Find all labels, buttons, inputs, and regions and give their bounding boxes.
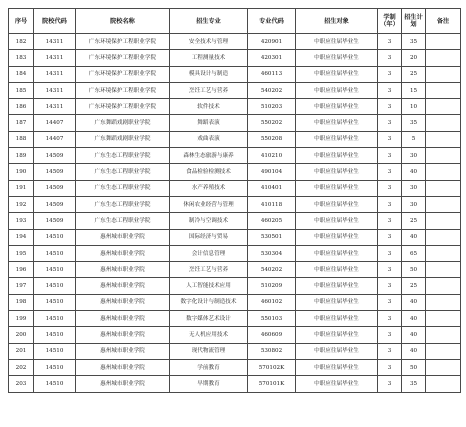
major-cell: 工程测量技术 bbox=[170, 50, 248, 66]
duration-cell: 3 bbox=[378, 82, 402, 98]
column-header-duration: 学制（年） bbox=[378, 9, 402, 34]
major-cell: 安全技术与管理 bbox=[170, 34, 248, 50]
duration-cell: 3 bbox=[378, 327, 402, 343]
target-cell: 中职应往届毕业生 bbox=[296, 294, 378, 310]
seq-cell: 184 bbox=[9, 66, 34, 82]
major-code-cell: 530802 bbox=[248, 343, 296, 359]
plan-cell: 10 bbox=[402, 99, 426, 115]
school-name-cell: 广东环境保护工程职业学院 bbox=[76, 34, 170, 50]
seq-cell: 189 bbox=[9, 148, 34, 164]
column-header-plan: 招生计划 bbox=[402, 9, 426, 34]
school-name-cell: 惠州城市职业学院 bbox=[76, 229, 170, 245]
table-row bbox=[9, 34, 461, 50]
school-code-cell: 14311 bbox=[34, 66, 76, 82]
plan-cell: 50 bbox=[402, 262, 426, 278]
target-cell: 中职应往届毕业生 bbox=[296, 164, 378, 180]
school-code-cell: 14509 bbox=[34, 180, 76, 196]
duration-cell: 3 bbox=[378, 278, 402, 294]
major-cell: 数字媒体艺术设计 bbox=[170, 311, 248, 327]
major-cell: 戏曲表演 bbox=[170, 131, 248, 147]
major-cell: 数字化设计与制造技术 bbox=[170, 294, 248, 310]
plan-cell: 35 bbox=[402, 34, 426, 50]
duration-cell: 3 bbox=[378, 376, 402, 392]
seq-cell: 186 bbox=[9, 99, 34, 115]
school-code-cell: 14510 bbox=[34, 343, 76, 359]
school-code-cell: 14510 bbox=[34, 245, 76, 261]
school-name-cell: 广东环境保护工程职业学院 bbox=[76, 50, 170, 66]
school-name-cell: 惠州城市职业学院 bbox=[76, 262, 170, 278]
table-row bbox=[9, 115, 461, 131]
target-cell: 中职应往届毕业生 bbox=[296, 311, 378, 327]
school-code-cell: 14510 bbox=[34, 278, 76, 294]
school-name-cell: 惠州城市职业学院 bbox=[76, 343, 170, 359]
table-row bbox=[9, 99, 461, 115]
duration-cell: 3 bbox=[378, 213, 402, 229]
plan-cell: 40 bbox=[402, 294, 426, 310]
seq-cell: 201 bbox=[9, 343, 34, 359]
column-header-school-name: 院校名称 bbox=[76, 9, 170, 34]
duration-cell: 3 bbox=[378, 311, 402, 327]
remarks-cell bbox=[426, 180, 461, 196]
school-code-cell: 14311 bbox=[34, 34, 76, 50]
school-code-cell: 14510 bbox=[34, 327, 76, 343]
major-code-cell: 460102 bbox=[248, 294, 296, 310]
plan-cell: 50 bbox=[402, 359, 426, 375]
major-code-cell: 490104 bbox=[248, 164, 296, 180]
duration-cell: 3 bbox=[378, 66, 402, 82]
table-row bbox=[9, 131, 461, 147]
table-row bbox=[9, 213, 461, 229]
duration-cell: 3 bbox=[378, 229, 402, 245]
target-cell: 中职应往届毕业生 bbox=[296, 82, 378, 98]
major-code-cell: 420901 bbox=[248, 34, 296, 50]
table-header-row bbox=[9, 9, 461, 34]
plan-cell: 30 bbox=[402, 196, 426, 212]
enrollment-plan-page bbox=[8, 8, 460, 393]
remarks-cell bbox=[426, 359, 461, 375]
seq-cell: 200 bbox=[9, 327, 34, 343]
target-cell: 中职应往届毕业生 bbox=[296, 245, 378, 261]
major-code-cell: 410210 bbox=[248, 148, 296, 164]
remarks-cell bbox=[426, 164, 461, 180]
target-cell: 中职应往届毕业生 bbox=[296, 229, 378, 245]
school-name-cell: 惠州城市职业学院 bbox=[76, 278, 170, 294]
table-row bbox=[9, 359, 461, 375]
remarks-cell bbox=[426, 196, 461, 212]
seq-cell: 195 bbox=[9, 245, 34, 261]
plan-cell: 25 bbox=[402, 66, 426, 82]
seq-cell: 196 bbox=[9, 262, 34, 278]
remarks-cell bbox=[426, 294, 461, 310]
major-code-cell: 570101K bbox=[248, 376, 296, 392]
duration-cell: 3 bbox=[378, 294, 402, 310]
column-header-major-code: 专业代码 bbox=[248, 9, 296, 34]
table-row bbox=[9, 294, 461, 310]
school-code-cell: 14510 bbox=[34, 262, 76, 278]
duration-cell: 3 bbox=[378, 50, 402, 66]
major-cell: 烹饪工艺与营养 bbox=[170, 82, 248, 98]
target-cell: 中职应往届毕业生 bbox=[296, 359, 378, 375]
major-code-cell: 510209 bbox=[248, 278, 296, 294]
major-code-cell: 540202 bbox=[248, 82, 296, 98]
target-cell: 中职应往届毕业生 bbox=[296, 34, 378, 50]
remarks-cell bbox=[426, 376, 461, 392]
seq-cell: 202 bbox=[9, 359, 34, 375]
plan-cell: 40 bbox=[402, 343, 426, 359]
seq-cell: 183 bbox=[9, 50, 34, 66]
table-body bbox=[9, 34, 461, 393]
major-code-cell: 410401 bbox=[248, 180, 296, 196]
school-code-cell: 14509 bbox=[34, 164, 76, 180]
table-row bbox=[9, 50, 461, 66]
school-code-cell: 14509 bbox=[34, 196, 76, 212]
major-cell: 制冷与空调技术 bbox=[170, 213, 248, 229]
major-cell: 舞蹈表演 bbox=[170, 115, 248, 131]
table-row bbox=[9, 82, 461, 98]
table-row bbox=[9, 66, 461, 82]
remarks-cell bbox=[426, 311, 461, 327]
major-cell: 学前教育 bbox=[170, 359, 248, 375]
major-cell: 无人机应用技术 bbox=[170, 327, 248, 343]
enrollment-plan-table bbox=[8, 8, 461, 393]
school-code-cell: 14510 bbox=[34, 376, 76, 392]
major-code-cell: 540202 bbox=[248, 262, 296, 278]
seq-cell: 182 bbox=[9, 34, 34, 50]
duration-cell: 3 bbox=[378, 131, 402, 147]
major-cell: 早期教育 bbox=[170, 376, 248, 392]
duration-cell: 3 bbox=[378, 164, 402, 180]
target-cell: 中职应往届毕业生 bbox=[296, 376, 378, 392]
school-name-cell: 广东生态工程职业学院 bbox=[76, 180, 170, 196]
target-cell: 中职应往届毕业生 bbox=[296, 115, 378, 131]
duration-cell: 3 bbox=[378, 196, 402, 212]
school-code-cell: 14509 bbox=[34, 148, 76, 164]
table-row bbox=[9, 376, 461, 392]
school-name-cell: 广东生态工程职业学院 bbox=[76, 148, 170, 164]
remarks-cell bbox=[426, 34, 461, 50]
remarks-cell bbox=[426, 327, 461, 343]
plan-cell: 35 bbox=[402, 376, 426, 392]
major-code-cell: 420301 bbox=[248, 50, 296, 66]
plan-cell: 40 bbox=[402, 229, 426, 245]
target-cell: 中职应往届毕业生 bbox=[296, 50, 378, 66]
school-name-cell: 广东舞蹈戏剧职业学院 bbox=[76, 115, 170, 131]
plan-cell: 40 bbox=[402, 164, 426, 180]
plan-cell: 15 bbox=[402, 82, 426, 98]
major-code-cell: 460205 bbox=[248, 213, 296, 229]
seq-cell: 185 bbox=[9, 82, 34, 98]
school-name-cell: 惠州城市职业学院 bbox=[76, 294, 170, 310]
plan-cell: 40 bbox=[402, 327, 426, 343]
table-row bbox=[9, 327, 461, 343]
column-header-seq: 序号 bbox=[9, 9, 34, 34]
duration-cell: 3 bbox=[378, 148, 402, 164]
duration-cell: 3 bbox=[378, 245, 402, 261]
table-row bbox=[9, 343, 461, 359]
major-code-cell: 460113 bbox=[248, 66, 296, 82]
column-header-remarks: 备注 bbox=[426, 9, 461, 34]
major-cell: 国际经济与贸易 bbox=[170, 229, 248, 245]
target-cell: 中职应往届毕业生 bbox=[296, 262, 378, 278]
table-row bbox=[9, 164, 461, 180]
major-code-cell: 510203 bbox=[248, 99, 296, 115]
major-code-cell: 410118 bbox=[248, 196, 296, 212]
major-code-cell: 530304 bbox=[248, 245, 296, 261]
column-header-major: 招生专业 bbox=[170, 9, 248, 34]
seq-cell: 199 bbox=[9, 311, 34, 327]
duration-cell: 3 bbox=[378, 115, 402, 131]
major-cell: 水产养殖技术 bbox=[170, 180, 248, 196]
seq-cell: 192 bbox=[9, 196, 34, 212]
table-row bbox=[9, 311, 461, 327]
target-cell: 中职应往届毕业生 bbox=[296, 148, 378, 164]
plan-cell: 25 bbox=[402, 278, 426, 294]
school-code-cell: 14510 bbox=[34, 229, 76, 245]
school-name-cell: 广东生态工程职业学院 bbox=[76, 196, 170, 212]
table-row bbox=[9, 262, 461, 278]
remarks-cell bbox=[426, 82, 461, 98]
school-name-cell: 广东舞蹈戏剧职业学院 bbox=[76, 131, 170, 147]
plan-cell: 40 bbox=[402, 311, 426, 327]
major-code-cell: 550202 bbox=[248, 115, 296, 131]
school-code-cell: 14311 bbox=[34, 50, 76, 66]
school-code-cell: 14407 bbox=[34, 131, 76, 147]
major-cell: 烹饪工艺与营养 bbox=[170, 262, 248, 278]
school-name-cell: 惠州城市职业学院 bbox=[76, 245, 170, 261]
plan-cell: 65 bbox=[402, 245, 426, 261]
duration-cell: 3 bbox=[378, 99, 402, 115]
plan-cell: 25 bbox=[402, 213, 426, 229]
seq-cell: 191 bbox=[9, 180, 34, 196]
school-code-cell: 14510 bbox=[34, 294, 76, 310]
major-cell: 人工智能技术应用 bbox=[170, 278, 248, 294]
school-code-cell: 14509 bbox=[34, 213, 76, 229]
target-cell: 中职应往届毕业生 bbox=[296, 213, 378, 229]
table-row bbox=[9, 148, 461, 164]
major-code-cell: 570102K bbox=[248, 359, 296, 375]
table-row bbox=[9, 180, 461, 196]
remarks-cell bbox=[426, 131, 461, 147]
seq-cell: 197 bbox=[9, 278, 34, 294]
school-name-cell: 惠州城市职业学院 bbox=[76, 359, 170, 375]
target-cell: 中职应往届毕业生 bbox=[296, 131, 378, 147]
table-row bbox=[9, 196, 461, 212]
major-code-cell: 460609 bbox=[248, 327, 296, 343]
school-code-cell: 14510 bbox=[34, 359, 76, 375]
school-code-cell: 14407 bbox=[34, 115, 76, 131]
target-cell: 中职应往届毕业生 bbox=[296, 180, 378, 196]
remarks-cell bbox=[426, 343, 461, 359]
school-name-cell: 广东生态工程职业学院 bbox=[76, 164, 170, 180]
table-row bbox=[9, 278, 461, 294]
major-code-cell: 530501 bbox=[248, 229, 296, 245]
duration-cell: 3 bbox=[378, 180, 402, 196]
seq-cell: 194 bbox=[9, 229, 34, 245]
plan-cell: 30 bbox=[402, 148, 426, 164]
major-cell: 会计信息管理 bbox=[170, 245, 248, 261]
major-code-cell: 550103 bbox=[248, 311, 296, 327]
remarks-cell bbox=[426, 50, 461, 66]
school-name-cell: 惠州城市职业学院 bbox=[76, 327, 170, 343]
major-cell: 模具设计与制造 bbox=[170, 66, 248, 82]
remarks-cell bbox=[426, 99, 461, 115]
school-name-cell: 广东环境保护工程职业学院 bbox=[76, 66, 170, 82]
target-cell: 中职应往届毕业生 bbox=[296, 66, 378, 82]
major-cell: 软件技术 bbox=[170, 99, 248, 115]
school-name-cell: 广东生态工程职业学院 bbox=[76, 213, 170, 229]
remarks-cell bbox=[426, 148, 461, 164]
school-name-cell: 广东环境保护工程职业学院 bbox=[76, 99, 170, 115]
remarks-cell bbox=[426, 213, 461, 229]
duration-cell: 3 bbox=[378, 343, 402, 359]
remarks-cell bbox=[426, 229, 461, 245]
remarks-cell bbox=[426, 66, 461, 82]
target-cell: 中职应往届毕业生 bbox=[296, 278, 378, 294]
seq-cell: 190 bbox=[9, 164, 34, 180]
school-code-cell: 14311 bbox=[34, 99, 76, 115]
target-cell: 中职应往届毕业生 bbox=[296, 196, 378, 212]
seq-cell: 187 bbox=[9, 115, 34, 131]
target-cell: 中职应往届毕业生 bbox=[296, 343, 378, 359]
school-code-cell: 14510 bbox=[34, 311, 76, 327]
target-cell: 中职应往届毕业生 bbox=[296, 99, 378, 115]
seq-cell: 198 bbox=[9, 294, 34, 310]
seq-cell: 203 bbox=[9, 376, 34, 392]
remarks-cell bbox=[426, 278, 461, 294]
major-cell: 森林生态旅游与康养 bbox=[170, 148, 248, 164]
school-code-cell: 14311 bbox=[34, 82, 76, 98]
major-code-cell: 550208 bbox=[248, 131, 296, 147]
school-name-cell: 惠州城市职业学院 bbox=[76, 311, 170, 327]
target-cell: 中职应往届毕业生 bbox=[296, 327, 378, 343]
table-row bbox=[9, 229, 461, 245]
plan-cell: 5 bbox=[402, 131, 426, 147]
remarks-cell bbox=[426, 115, 461, 131]
major-cell: 食品检验检测技术 bbox=[170, 164, 248, 180]
column-header-school-code: 院校代码 bbox=[34, 9, 76, 34]
seq-cell: 193 bbox=[9, 213, 34, 229]
school-name-cell: 惠州城市职业学院 bbox=[76, 376, 170, 392]
plan-cell: 30 bbox=[402, 180, 426, 196]
table-row bbox=[9, 245, 461, 261]
plan-cell: 35 bbox=[402, 115, 426, 131]
duration-cell: 3 bbox=[378, 359, 402, 375]
duration-cell: 3 bbox=[378, 34, 402, 50]
plan-cell: 20 bbox=[402, 50, 426, 66]
seq-cell: 188 bbox=[9, 131, 34, 147]
major-cell: 现代物流管理 bbox=[170, 343, 248, 359]
remarks-cell bbox=[426, 245, 461, 261]
remarks-cell bbox=[426, 262, 461, 278]
school-name-cell: 广东环境保护工程职业学院 bbox=[76, 82, 170, 98]
column-header-target: 招生对象 bbox=[296, 9, 378, 34]
major-cell: 休闲农业经营与管理 bbox=[170, 196, 248, 212]
duration-cell: 3 bbox=[378, 262, 402, 278]
